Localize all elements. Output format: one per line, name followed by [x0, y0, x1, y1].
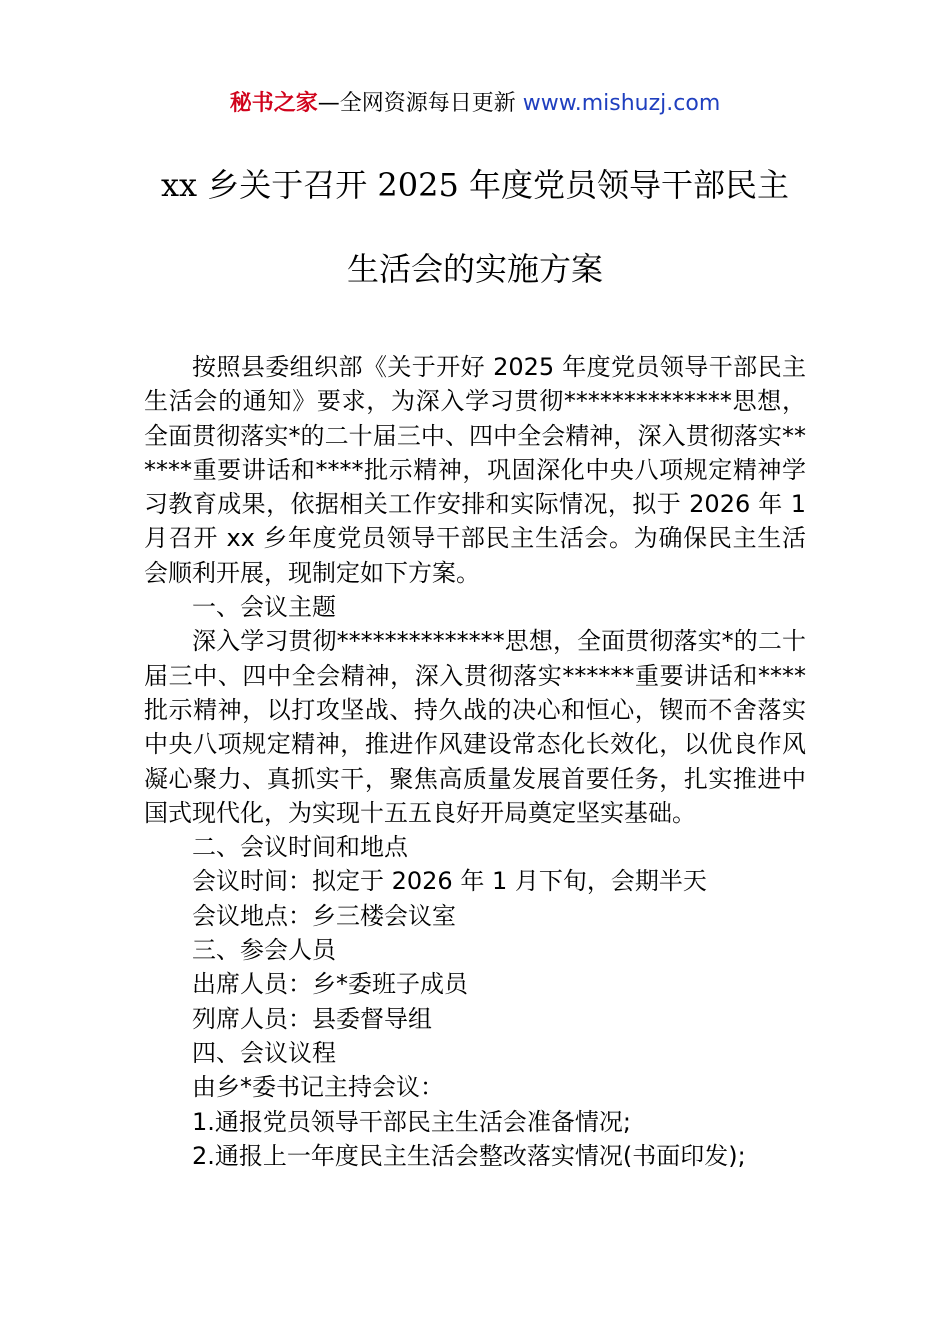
attendees-line: 出席人员：乡*委班子成员 [192, 970, 468, 999]
section-heading-theme: 一、会议主题 [192, 593, 336, 622]
agenda-item: 2.通报上一年度民主生活会整改落实情况(书面印发); [192, 1141, 746, 1170]
agenda-host: 由乡*委书记主持会议： [192, 1073, 444, 1102]
brand-name: 秘书之家 [229, 91, 318, 116]
theme-paragraph: 深入学习贯彻**************思想，全面贯彻落实*的二十届三中、四中全会精神，深入贯彻落实******重要讲话和****批示精神，以打攻坚战、持久战的决心和恒心，锲而不舍落实中央八项规定精神，推进作风建设常态化长效化，以优良作风凝心聚力、真抓实干，聚焦高质量发展首要任务，扎实推进中国式现代化，为实现十五五良好开局奠定坚实基础。 [144, 627, 806, 827]
observers-line: 列席人员：县委督导组 [192, 1004, 432, 1033]
section-heading-participants: 三、参会人员 [192, 936, 336, 965]
meeting-time: 会议时间：拟定于 2026 年 1 月下旬，会期半天 [192, 867, 707, 896]
title-line-1: xx 乡关于召开 2025 年度党员领导干部民主 [160, 166, 790, 204]
agenda-item: 1.通报党员领导干部民主生活会准备情况; [192, 1107, 631, 1136]
header-slogan: —全网资源每日更新 [317, 91, 523, 116]
section-heading-time-place: 二、会议时间和地点 [192, 833, 408, 862]
meeting-place: 会议地点：乡三楼会议室 [192, 901, 456, 930]
intro-paragraph: 按照县委组织部《关于开好 2025 年度党员领导干部民主生活会的通知》要求，为深入学习贯彻**************思想，全面贯彻落实*的二十届三中、四中全会精神，深入贯彻落实******重要讲话和****批示精神，巩固深化中央八项规定精神学习教育成果，依据相关工作安排和实际情况，拟于 2026 年 1 月召开 xx 乡年度党员领导干部民主生活会。为确保民主生活会顺利开展，现制定如下方案。 [144, 353, 806, 587]
document-title [100, 162, 850, 292]
section-heading-agenda: 四、会议议程 [192, 1038, 336, 1067]
site-header [0, 88, 950, 120]
title-line-2: 生活会的实施方案 [346, 250, 603, 288]
document-body [144, 350, 806, 1173]
site-url-link[interactable]: www.mishuzj.com [522, 91, 721, 116]
